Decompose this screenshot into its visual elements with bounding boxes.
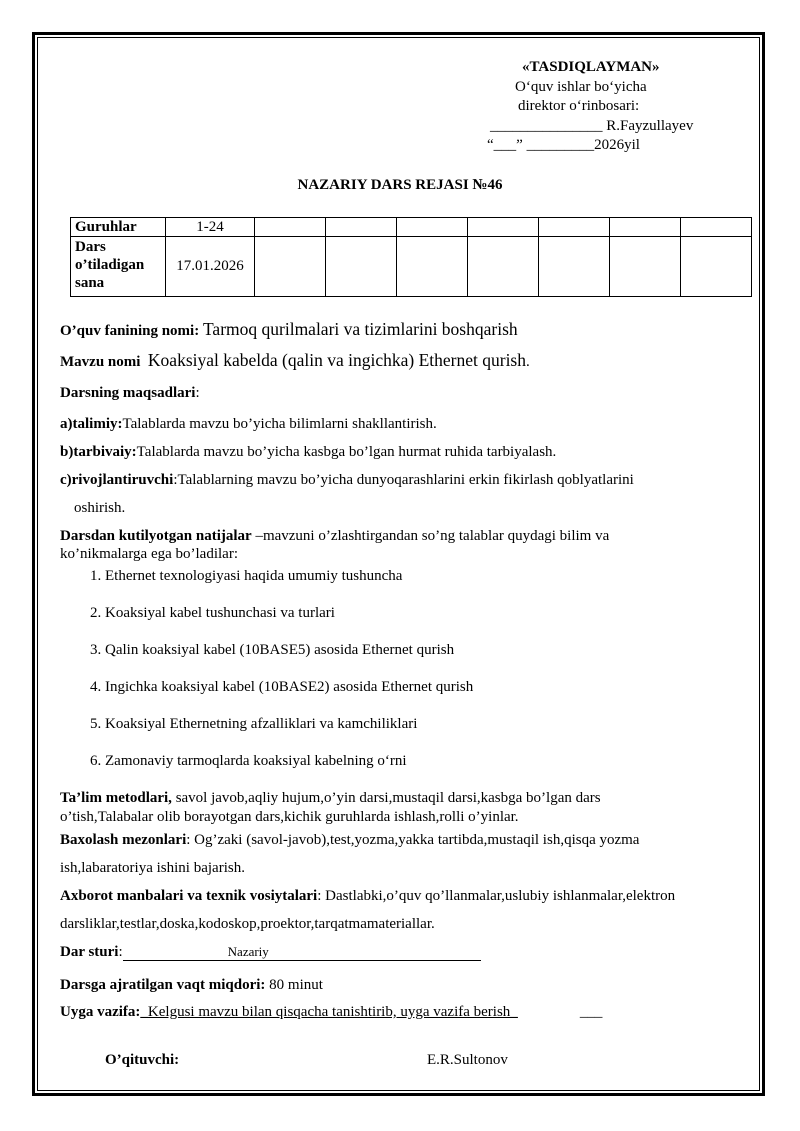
groups-value: 1-24 bbox=[166, 218, 255, 237]
table-cell-empty bbox=[255, 237, 326, 297]
methods-line bbox=[60, 790, 601, 807]
list-item: 5. Koaksiyal Ethernetning afzalliklari va kamchiliklari bbox=[105, 713, 473, 750]
table-cell-empty bbox=[397, 218, 468, 237]
approval-heading: «TASDIQLAYMAN» bbox=[522, 59, 660, 75]
subject-value: Tarmoq qurilmalari va tizimlarini boshqarish bbox=[202, 319, 518, 339]
results-label: Darsdan kutilyotgan natijalar bbox=[60, 528, 252, 544]
topic-label: Mavzu nomi bbox=[60, 354, 141, 370]
goals-heading-line bbox=[60, 385, 200, 402]
table-cell-empty bbox=[681, 237, 752, 297]
goal-b bbox=[60, 444, 556, 461]
subject-label: O’quv fanining nomi: bbox=[60, 323, 200, 339]
page-title: NAZARIY DARS REJASI №46 bbox=[297, 177, 503, 193]
table-cell-empty bbox=[610, 237, 681, 297]
list-item: 2. Koaksiyal kabel tushunchasi va turlari bbox=[105, 602, 473, 639]
sources-line bbox=[60, 888, 675, 905]
goal-a-text: Talablarda mavzu bo’yicha bilimlarni shakllantirish. bbox=[122, 416, 437, 432]
table-cell-empty bbox=[468, 237, 539, 297]
teacher-label-text: O’qituvchi: bbox=[105, 1052, 180, 1068]
group-table-row-date bbox=[71, 237, 752, 297]
goal-b-text: Talablarda mavzu bo’yicha kasbga bo’lgan hurmat ruhida tarbiyalash. bbox=[136, 444, 557, 460]
duration-line bbox=[60, 977, 323, 994]
approval-position-line2: direktor o‘rinbosari: bbox=[518, 98, 640, 114]
results-intro-continued: ko’nikmalarga ega bo’ladilar: bbox=[60, 546, 238, 562]
methods-label: Ta’lim metodlari, bbox=[60, 790, 172, 806]
grading-label: Baxolash mezonlari bbox=[60, 832, 187, 848]
homework-line bbox=[60, 1004, 602, 1021]
methods-continued: o’tish,Talabalar olib borayotgan dars,kichik guruhlarda ishlash,rolli o’yinlar. bbox=[60, 809, 519, 825]
results-intro bbox=[60, 528, 609, 545]
results-text: –mavzuni o’zlashtirgandan so’ng talablar quydagi bilim va bbox=[251, 528, 610, 544]
group-table-row-groups bbox=[71, 218, 752, 237]
teacher-label bbox=[105, 1052, 179, 1069]
table-cell-empty bbox=[539, 237, 610, 297]
sources-label: Axborot manbalari va texnik vosiytalari bbox=[60, 888, 318, 904]
table-cell-empty bbox=[326, 218, 397, 237]
results-list bbox=[60, 565, 473, 787]
table-cell-empty bbox=[539, 218, 610, 237]
table-cell-empty bbox=[397, 237, 468, 297]
group-table bbox=[70, 217, 752, 297]
lesson-date-value: 17.01.2026 bbox=[166, 237, 255, 297]
lesson-type-line bbox=[60, 944, 481, 961]
groups-label: Guruhlar bbox=[71, 218, 166, 237]
table-cell-empty bbox=[255, 218, 326, 237]
lesson-date-label bbox=[71, 237, 166, 297]
subject-line bbox=[60, 319, 518, 340]
duration-label: Darsga ajratilgan vaqt miqdori: bbox=[60, 977, 266, 993]
duration-value: 80 minut bbox=[265, 977, 323, 993]
topic-line bbox=[60, 350, 530, 371]
lesson-date-label-line3: sana bbox=[75, 275, 105, 291]
table-cell-empty bbox=[610, 218, 681, 237]
approval-position-line1: O‘quv ishlar bo‘yicha bbox=[515, 78, 647, 95]
goal-a-label: a)talimiy: bbox=[60, 416, 123, 432]
goal-c-text: :Talablarning mavzu bo’yicha dunyoqarashlarini erkin fikirlash qoblyatlarini bbox=[173, 472, 634, 488]
homework-value: _Kelgusi mavzu bilan qisqacha tanishtirib, uyga vazifa berish_ bbox=[140, 1004, 518, 1020]
table-cell-empty bbox=[468, 218, 539, 237]
grading-line bbox=[60, 832, 639, 849]
goals-heading-colon: : bbox=[195, 385, 200, 401]
homework-label: Uyga vazifa: bbox=[60, 1004, 141, 1020]
list-item: 3. Qalin koaksiyal kabel (10BASE5) asosida Ethernet qurish bbox=[105, 639, 473, 676]
lesson-date-label-line1: Dars bbox=[75, 239, 106, 255]
goal-c-continued: oshirish. bbox=[74, 500, 126, 516]
approval-date-line: “___” _________2026yil bbox=[487, 137, 640, 153]
goal-a bbox=[60, 416, 437, 433]
topic-value: Koaksiyal kabelda (qalin va ingichka) Ethernet qurish bbox=[147, 350, 526, 370]
grading-text: : Og’zaki (savol-javob),test,yozma,yakka tartibda,mustaqil ish,qisqa yozma bbox=[186, 832, 640, 848]
topic-end: . bbox=[526, 354, 530, 370]
goal-c-label: c)rivojlantiruvchi bbox=[60, 472, 174, 488]
lesson-type-label: Dar sturi bbox=[60, 944, 119, 960]
goals-heading: Darsning maqsadlari bbox=[60, 385, 196, 401]
lesson-type-value: Nazariy bbox=[123, 944, 481, 961]
list-item: 6. Zamonaviy tarmoqlarda koaksiyal kabelning o‘rni bbox=[105, 750, 473, 787]
teacher-name: E.R.Sultonov bbox=[427, 1052, 508, 1068]
approval-signature-line: _______________ R.Fayzullayev bbox=[490, 117, 694, 134]
approval-block bbox=[487, 58, 694, 156]
lesson-date-label-line2: o’tiladigan bbox=[75, 257, 145, 273]
sources-continued: darsliklar,testlar,doska,kodoskop,proektor,tarqatmamateriallar. bbox=[60, 916, 435, 932]
table-cell-empty bbox=[681, 218, 752, 237]
sources-text: : Dastlabki,o’quv qo’llanmalar,uslubiy ishlanmalar,elektron bbox=[317, 888, 676, 904]
list-item: 1. Ethernet texnologiyasi haqida umumiy tushuncha bbox=[105, 565, 473, 602]
list-item: 4. Ingichka koaksiyal kabel (10BASE2) asosida Ethernet qurish bbox=[105, 676, 473, 713]
homework-tail: ___ bbox=[579, 1004, 603, 1020]
lesson-type-colon: : bbox=[118, 944, 123, 960]
goal-b-label: b)tarbivaiy: bbox=[60, 444, 137, 460]
grading-continued: ish,labaratoriya ishini bajarish. bbox=[60, 860, 245, 876]
methods-text: savol javob,aqliy hujum,o’yin darsi,mustaqil darsi,kasbga bo’lgan dars bbox=[171, 790, 601, 806]
goal-c bbox=[60, 472, 634, 489]
table-cell-empty bbox=[326, 237, 397, 297]
